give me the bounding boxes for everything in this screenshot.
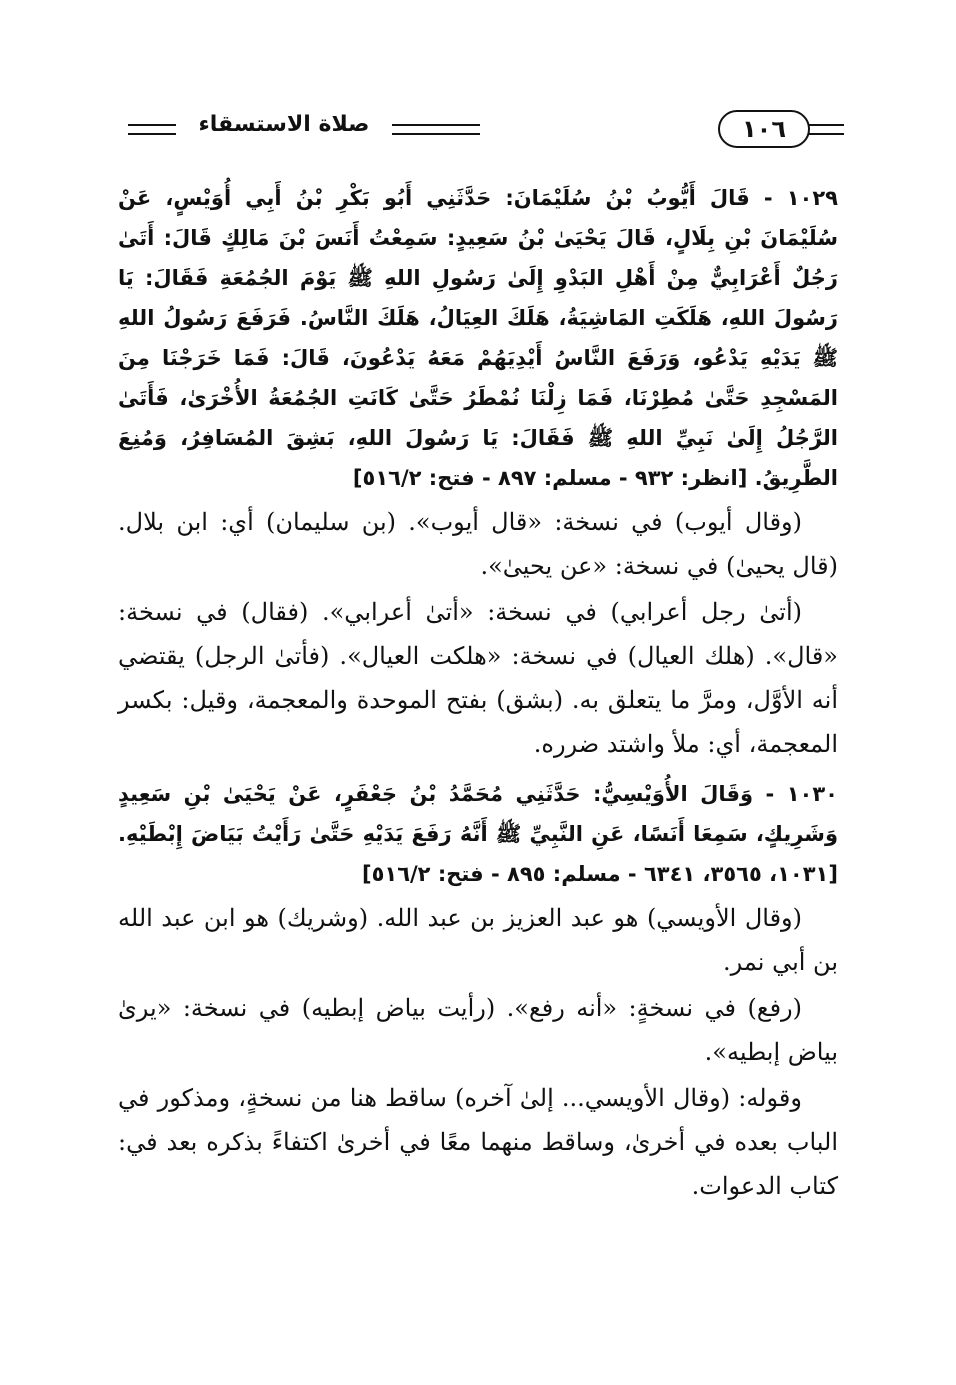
page-body	[118, 178, 838, 1208]
hadith-1029: ١٠٢٩ - قَالَ أَيُّوبُ بْنُ سُلَيْمَانَ: حَدَّثَنِي أَبُو بَكْرِ بْنُ أَبِي أُوَيْسٍ، عَنْ سُلَيْمَانَ بْنِ بِلَالٍ، قَالَ يَحْيَىٰ بْنُ سَعِيدٍ: سَمِعْتُ أَنَسَ بْنَ مَالِكٍ قَالَ: أَتَىٰ رَجُلٌ أَعْرَابِيٌّ مِنْ أَهْلِ البَدْوِ إِلَىٰ رَسُولِ اللهِ ﷺ يَوْمَ الجُمُعَةِ فَقَالَ: يَا رَسُولَ اللهِ، هَلَكَتِ المَاشِيَةُ، هَلَكَ العِيَالُ، هَلَكَ النَّاسُ. فَرَفَعَ رَسُولُ اللهِ ﷺ يَدَيْهِ يَدْعُو، وَرَفَعَ النَّاسُ أَيْدِيَهُمْ مَعَهُ يَدْعُونَ، قَالَ: فَمَا خَرَجْنَا مِنَ المَسْجِدِ حَتَّىٰ مُطِرْنَا، فَمَا زِلْنَا نُمْطَرُ حَتَّىٰ كَانَتِ الجُمُعَةُ الأُخْرَىٰ، فَأَتَىٰ الرَّجُلُ إِلَىٰ نَبِيِّ اللهِ ﷺ فَقَالَ: يَا رَسُولَ اللهِ، بَشِقَ المُسَافِرُ، وَمُنِعَ الطَّرِيقُ. [انظر: ٩٣٢ - مسلم: ٨٩٧ - فتح: ٥١٦/٢]	[118, 186, 838, 490]
commentary-paragraph: وقوله: (وقال الأويسي... إلىٰ آخره) ساقط هنا من نسخةٍ، ومذكور في الباب بعده في أخرىٰ، وساقط منهما معًا في أخرىٰ اكتفاءً بذكره بعد في: كتاب الدعوات.	[118, 1084, 838, 1200]
header-rule-right	[808, 124, 844, 135]
chapter-title: صلاة الاستسقاء	[198, 112, 370, 137]
page-number: ١٠٦	[718, 110, 810, 148]
header-rule-left	[128, 124, 176, 135]
page-header	[128, 108, 844, 152]
commentary-paragraph: (وقال أيوب) في نسخة: «قال أيوب». (بن سليمان) أي: ابن بلال. (قال يحيىٰ) في نسخة: «عن يحيىٰ».	[118, 508, 838, 580]
commentary-paragraph: (رفع) في نسخةٍ: «أنه رفع». (رأيت بياض إبطيه) في نسخة: «يرىٰ بياض إبطيه».	[118, 994, 838, 1066]
header-rule-middle	[392, 124, 480, 135]
hadith-1030: ١٠٣٠ - وَقَالَ الأُوَيْسِيُّ: حَدَّثَنِي مُحَمَّدُ بْنُ جَعْفَرٍ، عَنْ يَحْيَىٰ بْنِ سَعِيدٍ وَشَرِيكٍ، سَمِعَا أَنَسًا، عَنِ النَّبِيِّ ﷺ أَنَّهُ رَفَعَ يَدَيْهِ حَتَّىٰ رَأَيْتُ بَيَاضَ إِبْطَيْهِ. [١٠٣١، ٣٥٦٥، ٦٣٤١ - مسلم: ٨٩٥ - فتح: ٥١٦/٢]	[118, 782, 838, 886]
commentary-paragraph: (وقال الأويسي) هو عبد العزيز بن عبد الله. (وشريك) هو ابن عبد الله بن أبي نمر.	[118, 904, 838, 976]
commentary-paragraph: (أتىٰ رجل أعرابي) في نسخة: «أتىٰ أعرابي». (فقال) في نسخة: «قال». (هلك العيال) في نسخة: «هلكت العيال». (فأتىٰ الرجل) يقتضي أنه الأوَّل، ومرَّ ما يتعلق به. (بشق) بفتح الموحدة والمعجمة، وقيل: بكسر المعجمة، أي: ملأ واشتد ضرره.	[118, 598, 838, 758]
